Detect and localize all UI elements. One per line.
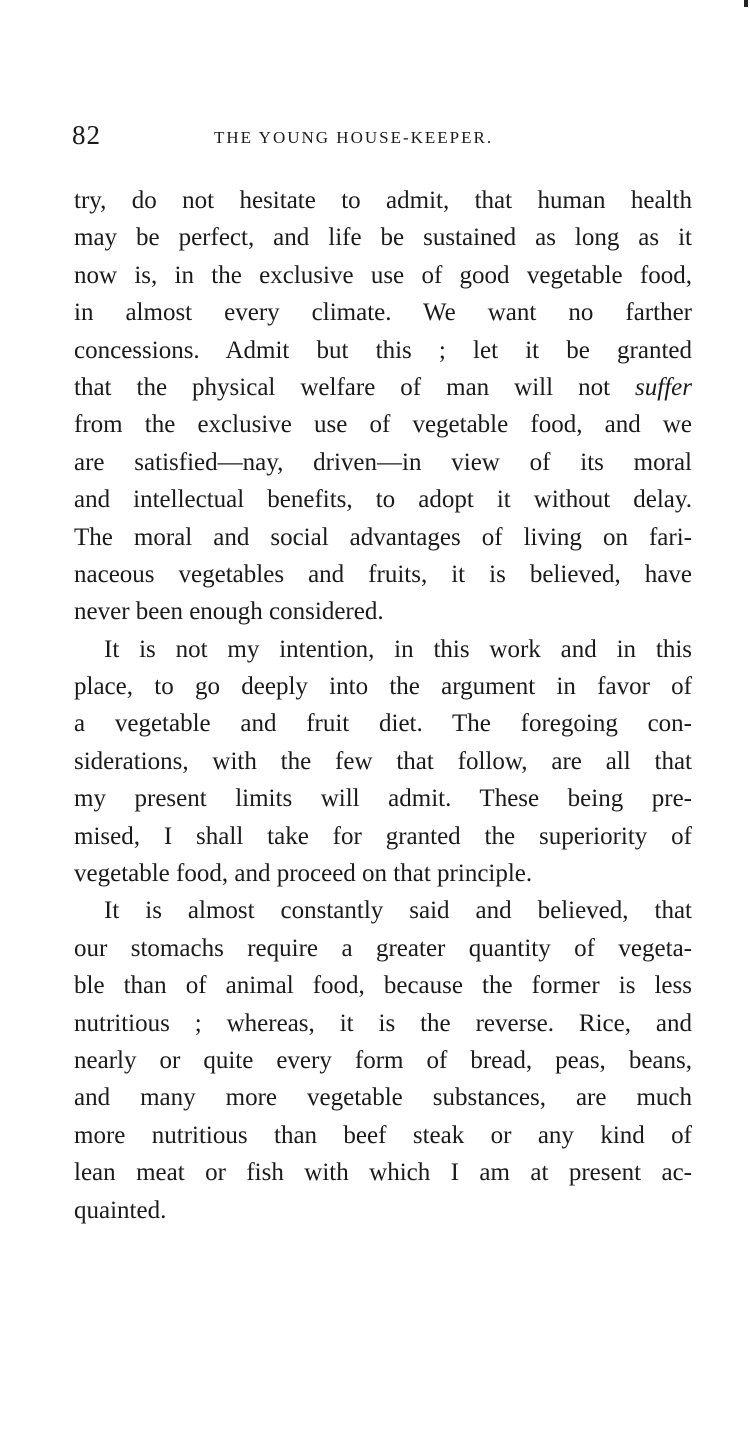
corner-mark (744, 0, 748, 7)
text-line: ble than of animal food, because the former is less (74, 972, 692, 1000)
text-line-part: that the physical welfare of man will not (74, 373, 611, 401)
text-line: It is not my intention, in this work and in this (104, 635, 692, 663)
text-line: our stomachs require a greater quantity of vegeta- (74, 934, 692, 962)
text-line: lean meat or fish with which I am at present ac- (74, 1159, 692, 1187)
page-number: 82 (72, 120, 101, 150)
text-line: quainted. (74, 1196, 167, 1224)
text-line: a vegetable and fruit diet. The foregoing con- (74, 710, 692, 738)
text-line: and intellectual benefits, to adopt it without delay. (74, 486, 692, 514)
running-title: THE YOUNG HOUSE-KEEPER. (214, 128, 494, 147)
text-line: never been enough considered. (74, 598, 384, 626)
running-head (72, 118, 692, 158)
text-line: mised, I shall take for granted the superiority of (74, 822, 692, 850)
text-line: place, to go deeply into the argument in favor of (74, 673, 692, 701)
text-line: vegetable food, and proceed on that principle. (74, 860, 533, 888)
text-line: more nutritious than beef steak or any kind of (74, 1121, 692, 1149)
body-text (74, 182, 692, 1229)
text-line: concessions. Admit but this ; let it be granted (74, 336, 692, 364)
text-line: naceous vegetables and fruits, it is believed, have (74, 560, 692, 588)
text-line: and many more vegetable substances, are much (74, 1084, 692, 1112)
text-line: may be perfect, and life be sustained as long as it (74, 224, 692, 252)
text-line: now is, in the exclusive use of good vegetable food, (74, 261, 692, 289)
text-line: try, do not hesitate to admit, that human health (74, 187, 692, 214)
text-line: nutritious ; whereas, it is the reverse. Rice, and (74, 1009, 692, 1037)
text-line: from the exclusive use of vegetable food, and we (74, 411, 692, 439)
text-line: siderations, with the few that follow, are all that (74, 747, 692, 775)
text-line: nearly or quite every form of bread, peas, beans, (74, 1046, 692, 1074)
text-line: The moral and social advantages of living on fari- (74, 523, 692, 551)
text-line: are satisfied—nay, driven—in view of its moral (74, 448, 692, 476)
text-line: It is almost constantly said and believed, that (104, 897, 692, 925)
text-line: in almost every climate. We want no farther (74, 299, 692, 327)
text-line: my present limits will admit. These being pre- (74, 785, 692, 813)
text-line (74, 369, 692, 406)
italic-word: suffer (635, 373, 692, 401)
